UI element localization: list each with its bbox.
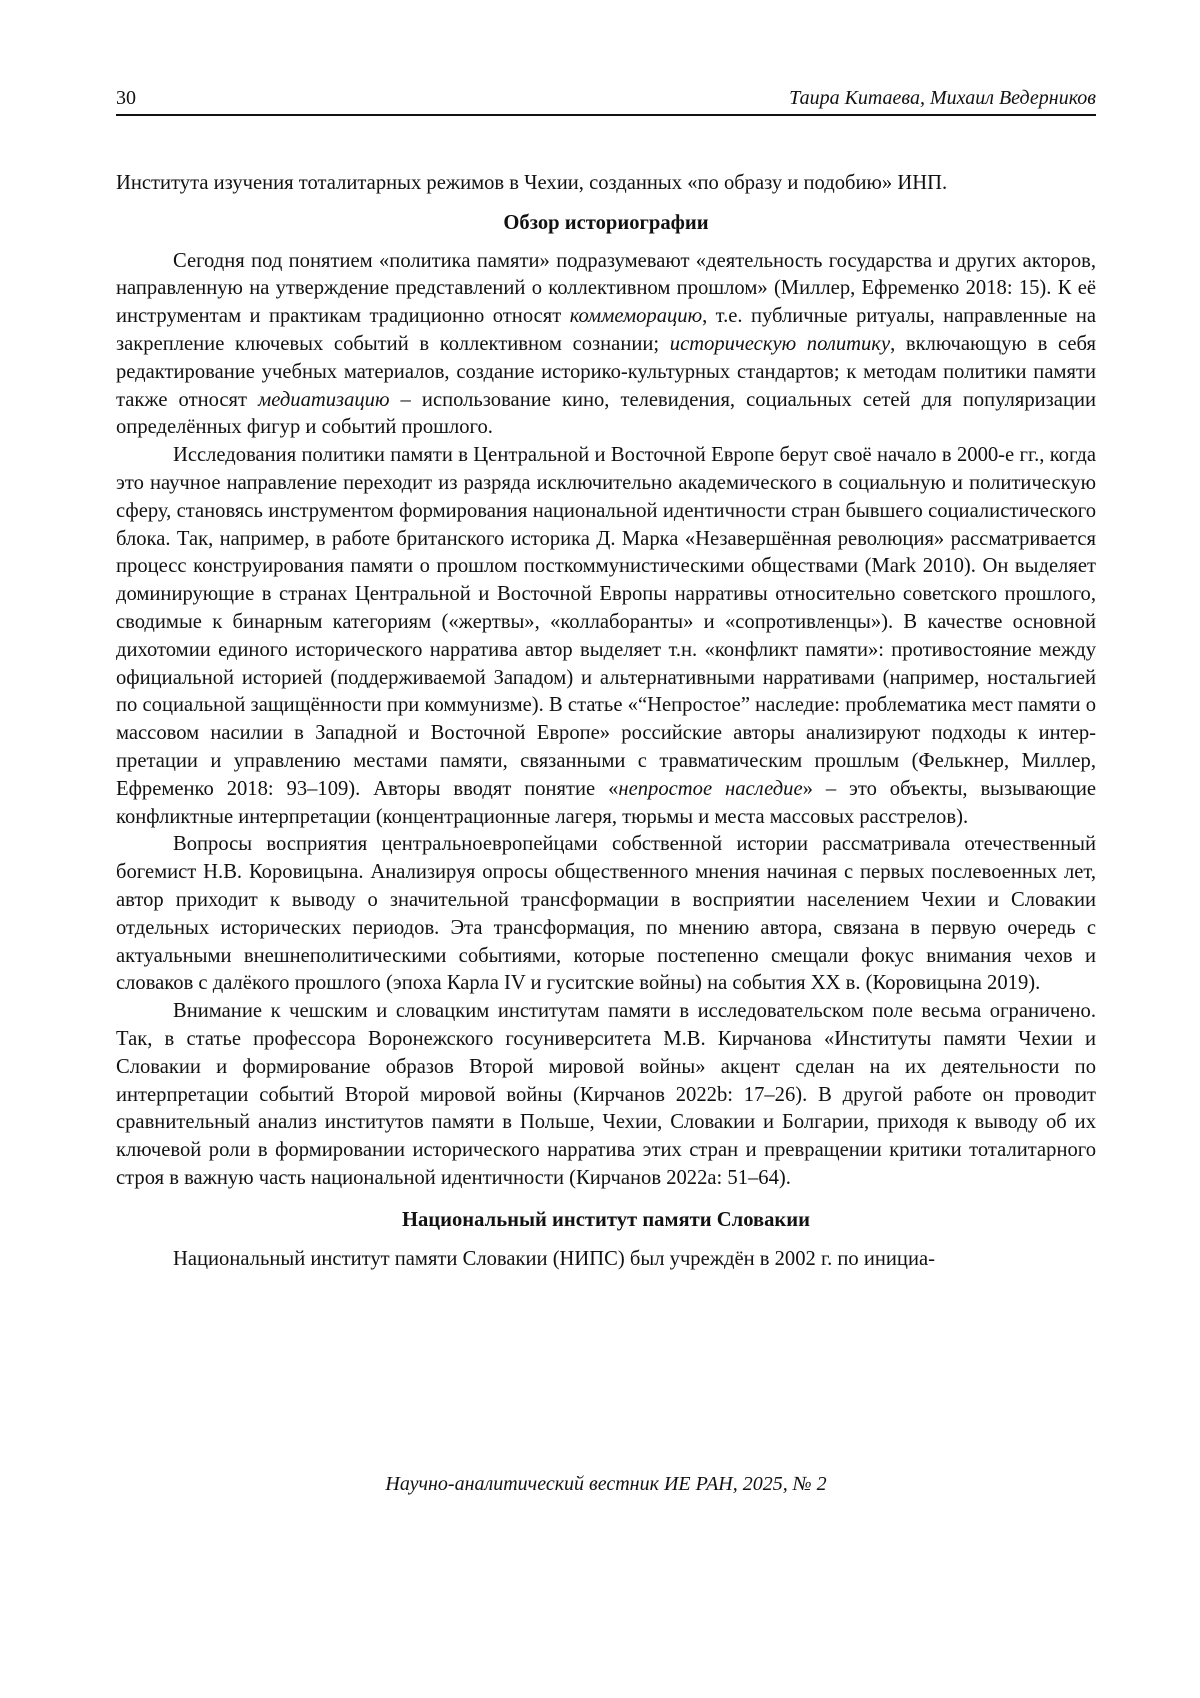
- section-heading-historiography: Обзор историографии: [503, 211, 709, 234]
- article-body: [116, 170, 1096, 1274]
- running-header: [116, 86, 1096, 116]
- section-heading-slovak-institute: Национальный институт памяти Словакии: [401, 1208, 811, 1231]
- paragraph-5: Национальный институт памяти Словакии (НИПС) был учреждён в 2002 г. по инициа-: [173, 1248, 935, 1271]
- paragraph-1: [116, 248, 1096, 443]
- paragraph-3: Вопросы восприятия центральноевропейцами собственной истории рассматривала отечественный богемист Н.В. Коровицына. Анализируя опросы общественного мнения начиная с первых послевоенных лет, автор приходит к выводу о значительной трансформации в восприятии населением Чехии и Словакии отдельных исторических периодов. Эта трансформация, по мнению автора, связана в первую очередь с актуальными внешнеполитическими событиями, которые постепенно смещали фокус внимания чехов и словаков с далёкого прошлого (эпоха Карла IV и гуситские войны) на события XX в. (Коровицына 2019).: [116, 833, 1096, 995]
- paragraph-4: Внимание к чешским и словацким институтам памяти в исследовательском поле весьма ограничено. Так, в статье профессора Воронежского госуниверситета М.В. Кирчанова «Институты памяти Чехии и Словакии и формирование образов Второй мировой войны» акцент сделан на их деятельности по интерпретации событий Второй мировой войны (Кирчанов 2022b: 17–26). В другой работе он проводит сравнительный анализ институтов памяти в Польше, Чехии, Словакии и Болгарии, приходя к выводу об их ключевой роли в формировании исторического нарратива этих стран и превращении критики тоталитарного строя в важную часть национальной идентичности (Кирчанов 2022a: 51–64).: [116, 1000, 1096, 1189]
- paragraph-2: [116, 442, 1096, 831]
- paragraph-2-text-a: Исследования политики памяти в Центральной и Восточной Европе берут своё начало в 2000-е гг., когда это научное направление переходит из разряда исключительно академического в социальную и политическую сферу, становясь инструментом формирования национальной идентичности стран бывшего социалистического блока. Так, например, в работе британского историка Д. Марка «Незавершённая революция» рассматривается процесс конструирования памяти о прошлом посткоммунистическими обществами (Mark 2010). Он выделяет доминирующие в странах Центральной и Восточной Европы нарративы относительно советского прошлого, сводимые к бинарным категориям («жертвы», «коллаборанты» и «сопротивленцы»). В качестве основной дихотомии единого исторического нарратива автор выделяет т.н. «конфликт памяти»: противостояние между официальной историей (поддерживаемой Западом) и альтернативными нарративами (например, ностальгией по социальной защищённости при коммунизме). В статье «“Непростое” наследие: проблематика мест памяти о массовом насилии в Западной и Восточной Европе» российские авторы анализируют подходы к интерпретации и управлению местами памяти, связанными с травматическим прошлым (Фелькнер, Миллер, Ефременко 2018: 93–109). Авторы вводят понятие «: [116, 444, 1096, 800]
- journal-footer: Научно-аналитический вестник ИЕ РАН, 2025, № 2: [385, 1473, 827, 1495]
- paragraph-2-text-c: » – это объекты, вызывающие конфликтные интерпретации (концентрационные лагеря, тюрьмы и места массовых расстрелов).: [116, 777, 1096, 828]
- paragraph-1-text-g: – использование кино, телевидения, социальных сетей для популяризации определённых фигур и событий прошлого.: [116, 388, 1097, 439]
- term-commemoration: коммеморацию: [569, 305, 703, 328]
- term-difficult-heritage: непростое наследие: [618, 777, 803, 800]
- page-number: 30: [116, 87, 136, 109]
- paragraph-1-text-a: Сегодня под понятием «политика памяти» подразумевают «деятельность государства и других акторов, направленную на утверждение представлений о коллективном прошлом» (Миллер, Ефременко 2018: 15). К её инструментам и практикам традиционно относят: [116, 249, 1096, 328]
- term-historical-policy: историческую политику: [669, 332, 891, 355]
- paragraph-1-text-e: , включающую в себя редактирование учебных материалов, создание историко-культурных стандартов; к методам политики памяти также относят: [116, 332, 1096, 411]
- paragraph-1-text-c: , т.е. публичные ритуалы, направленные на закрепление ключевых событий в коллективном сознании;: [116, 305, 1097, 355]
- term-mediatization: медиатизацию: [258, 388, 390, 411]
- running-header-authors: Таира Китаева, Михаил Ведерников: [789, 87, 1096, 109]
- lead-paragraph: Института изучения тоталитарных режимов в Чехии, созданных «по образу и подобию» ИНП.: [116, 172, 948, 194]
